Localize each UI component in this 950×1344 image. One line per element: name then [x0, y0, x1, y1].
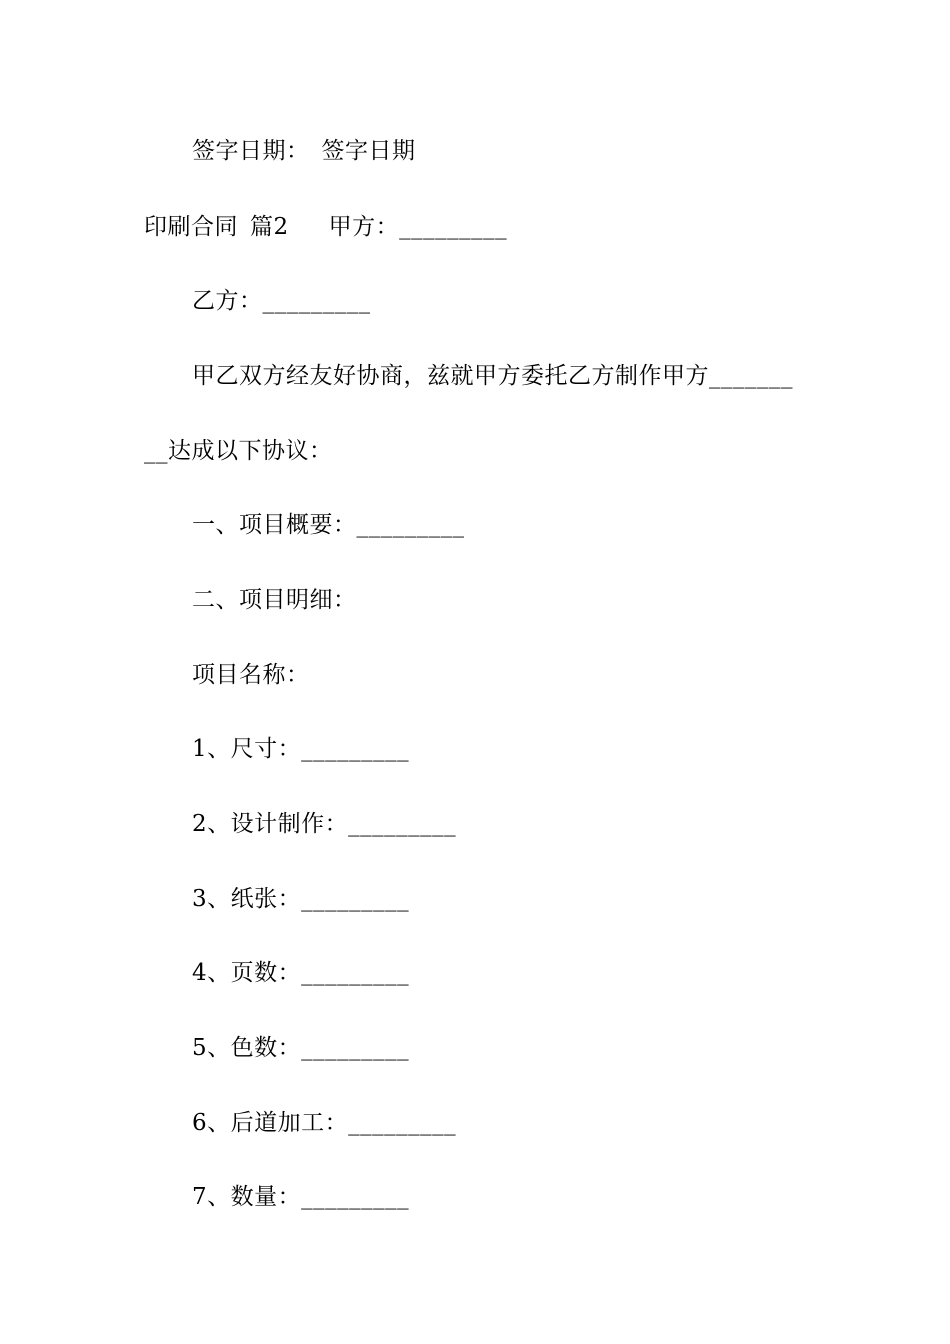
section-1: 一、项目概要：_________	[192, 512, 465, 538]
item-colors: 5、色数：_________	[192, 1035, 410, 1061]
item-design: 2、设计制作：_________	[192, 811, 457, 837]
heading-part: 篇2	[250, 214, 289, 240]
intro-line-1: 甲乙双方经友好协商，兹就甲方委托乙方制作甲方_______	[192, 363, 793, 389]
item-quantity: 7、数量：_________	[192, 1184, 410, 1210]
party-a: 甲方：_________	[328, 214, 508, 240]
project-name: 项目名称：	[192, 662, 310, 688]
sign-date-label: 签字日期：	[192, 138, 310, 164]
section-2: 二、项目明细：	[192, 587, 357, 613]
heading-title: 印刷合同	[144, 214, 238, 240]
item-pages: 4、页数：_________	[192, 960, 410, 986]
item-paper: 3、纸张：_________	[192, 886, 410, 912]
sign-date-label-2: 签字日期	[321, 138, 416, 164]
heading-line	[144, 212, 507, 242]
item-post-processing: 6、后道加工：_________	[192, 1110, 457, 1136]
sign-date-line	[192, 136, 416, 166]
party-b: 乙方：_________	[192, 288, 371, 314]
item-size: 1、尺寸：_________	[192, 736, 410, 762]
intro-line-2: __达成以下协议：	[144, 438, 333, 464]
